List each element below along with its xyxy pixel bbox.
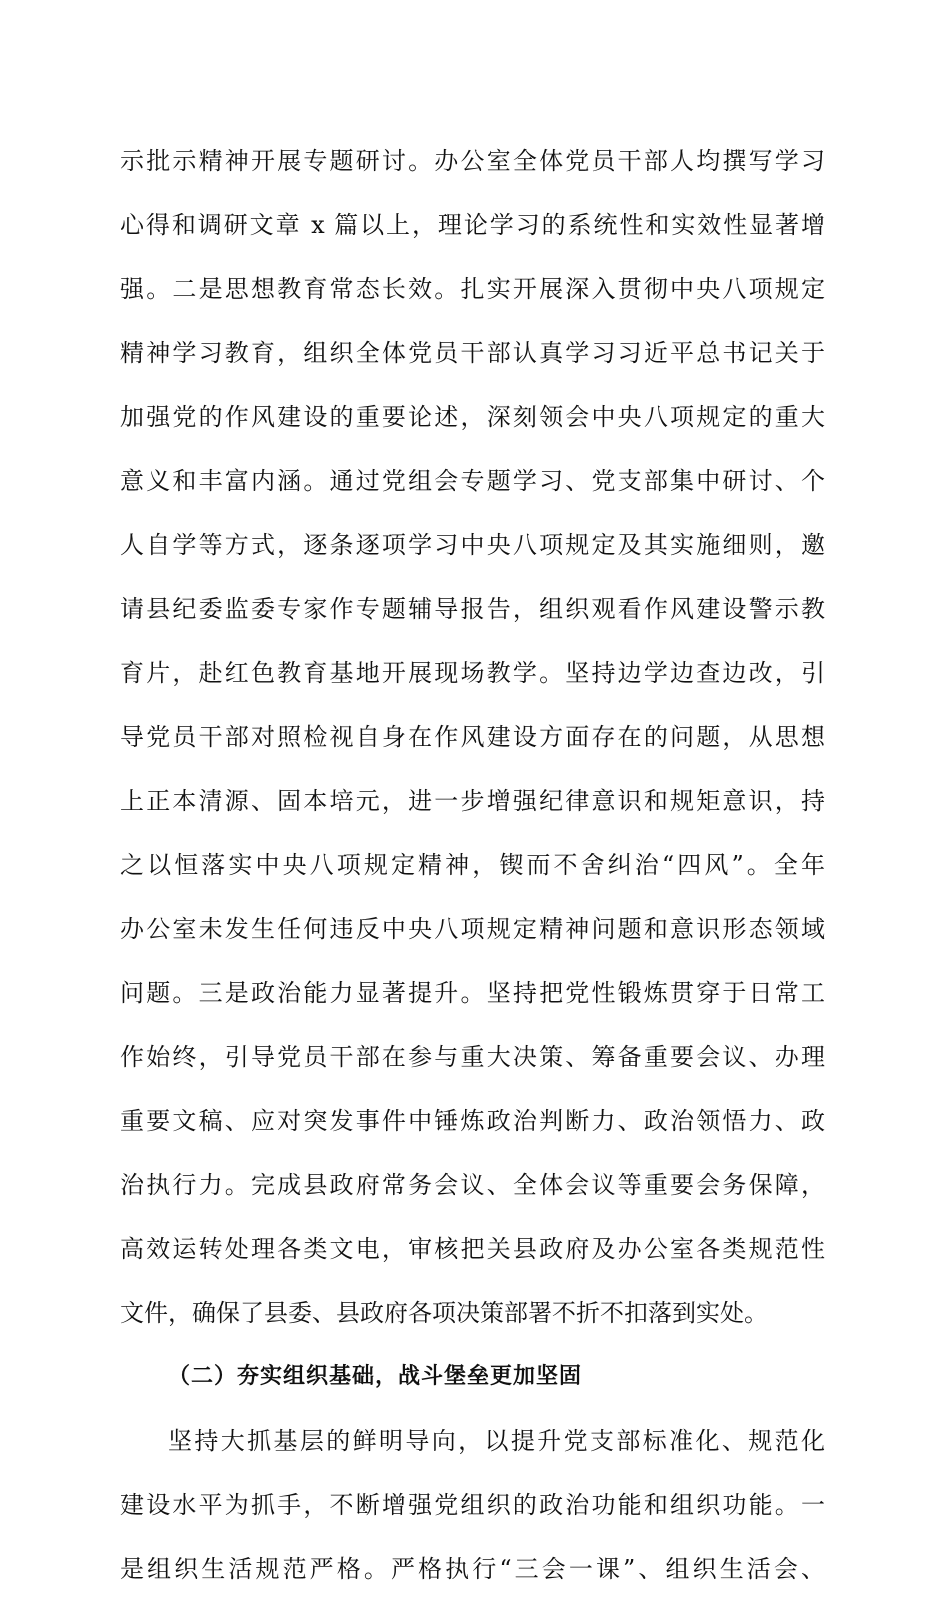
- paragraph-line: 治执行力。完成县政府常务会议、全体会议等重要会务保障，: [120, 1171, 825, 1199]
- paragraph-line: 高效运转处理各类文电，审核把关县政府及办公室各类规范性: [120, 1235, 825, 1263]
- paragraph-line: 是组织生活规范严格。严格执行“三会一课”、组织生活会、: [120, 1555, 825, 1583]
- paragraph-line: 精神学习教育，组织全体党员干部认真学习习近平总书记关于: [120, 339, 825, 367]
- paragraph-line: 之以恒落实中央八项规定精神，锲而不舍纠治“四风”。全年: [120, 851, 825, 879]
- paragraph-line: 意义和丰富内涵。通过党组会专题学习、党支部集中研讨、个: [120, 467, 825, 495]
- paragraph-line: 育片，赴红色教育基地开展现场教学。坚持边学边查边改，引: [120, 659, 825, 687]
- paragraph-line: 办公室未发生任何违反中央八项规定精神问题和意识形态领域: [120, 915, 825, 943]
- paragraph-line: 建设水平为抓手，不断增强党组织的政治功能和组织功能。一: [120, 1491, 825, 1519]
- paragraph-line: 心得和调研文章 x 篇以上，理论学习的系统性和实效性显著增: [120, 211, 825, 239]
- paragraph-line: 上正本清源、固本培元，进一步增强纪律意识和规矩意识，持: [120, 787, 825, 815]
- paragraph-line: 作始终，引导党员干部在参与重大决策、筹备重要会议、办理: [120, 1043, 825, 1071]
- paragraph-line: 加强党的作风建设的重要论述，深刻领会中央八项规定的重大: [120, 403, 825, 431]
- paragraph-line: 强。二是思想教育常态长效。扎实开展深入贯彻中央八项规定: [120, 275, 825, 303]
- paragraph-line: 导党员干部对照检视自身在作风建设方面存在的问题，从思想: [120, 723, 825, 751]
- document-body: [120, 142, 825, 1614]
- section-heading: （二）夯实组织基础，战斗堡垒更加坚固: [168, 1364, 583, 1389]
- paragraph-line: 重要文稿、应对突发事件中锤炼政治判断力、政治领悟力、政: [120, 1107, 825, 1135]
- paragraph-line: 坚持大抓基层的鲜明导向，以提升党支部标准化、规范化: [168, 1427, 825, 1455]
- paragraph-line: 问题。三是政治能力显著提升。坚持把党性锻炼贯穿于日常工: [120, 979, 825, 1007]
- paragraph-line: 请县纪委监委专家作专题辅导报告，组织观看作风建设警示教: [120, 595, 825, 623]
- paragraph-line: 文件，确保了县委、县政府各项决策部署不折不扣落到实处。: [120, 1299, 768, 1327]
- paragraph-line: 人自学等方式，逐条逐项学习中央八项规定及其实施细则，邀: [120, 531, 825, 559]
- paragraph-line: 示批示精神开展专题研讨。办公室全体党员干部人均撰写学习: [120, 147, 825, 175]
